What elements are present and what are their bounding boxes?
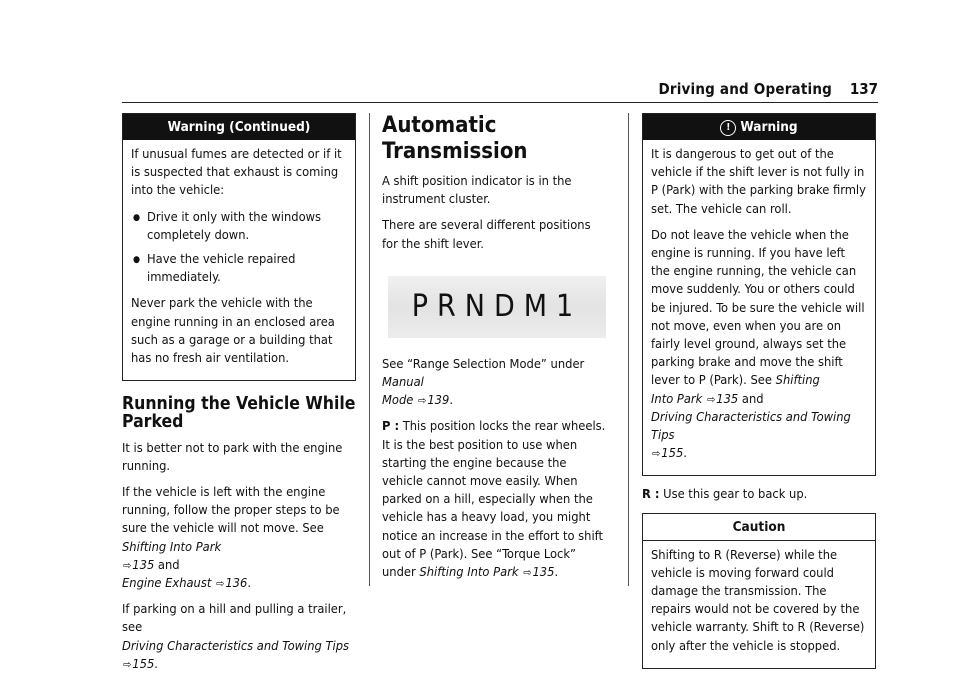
page-reference[interactable]: 155: [661, 446, 684, 462]
bullet-item: ● Drive it only with the windows completely down.: [131, 209, 347, 245]
page-header: [122, 80, 878, 102]
paragraph: R : Use this gear to back up.: [642, 487, 808, 503]
page-ref-arrow-icon: ⇨: [652, 447, 661, 461]
warning-text: Do not leave the vehicle when the engine is running. If you have left the engine running, the vehicle can move suddenly. You or others could be injured. To be sure the vehicle will not move, even when you are on fairly level ground, always set the parking brake and move the shift lever to P (Park). See Shifting Into Park ⇨135 and Driving Characteristics and Towing Tips ⇨155.: [651, 227, 865, 462]
column-divider: [369, 113, 370, 586]
cross-reference-link[interactable]: Shifting Into Park: [122, 539, 222, 555]
warning-title: ! Warning: [643, 114, 875, 140]
column-right: [642, 113, 876, 679]
page-reference[interactable]: 135: [132, 557, 155, 573]
cross-reference-link[interactable]: Shifting: [775, 373, 820, 389]
page-reference[interactable]: 139: [427, 393, 450, 409]
column-middle: [382, 113, 608, 590]
warning-box: [642, 113, 876, 476]
page-ref-arrow-icon: ⇨: [523, 566, 532, 580]
shift-indicator-image: PRNDM1: [388, 276, 606, 338]
cross-reference-link[interactable]: Shifting Into Park: [419, 565, 519, 581]
warning-text: If unusual fumes are detected or if it is suspected that exhaust is coming into the vehicle:: [131, 147, 342, 199]
caution-text: Shifting to R (Reverse) while the vehicle is moving forward could damage the transmission. The repairs would not be covered by the vehicle warranty. Shift to R (Reverse) only after the vehicle is stopped.: [651, 547, 865, 654]
page-ref-arrow-icon: ⇨: [418, 394, 427, 408]
cross-reference-link[interactable]: Driving Characteristics and Towing Tips: [122, 638, 350, 654]
warning-text: It is dangerous to get out of the vehicle if the shift lever is not fully in P (Park) with the parking brake firmly set. The vehicle can roll.: [651, 147, 866, 217]
column-divider: [628, 113, 629, 586]
paragraph: P : This position locks the rear wheels. It is the best position to use when starting the engine because the vehicle cannot move easily. When parked on a hill, especially when the vehicle has a heavy load, you might notice an increase in the effort to shift out of P (Park). See “Torque Lock” under Shifting Into Park ⇨135.: [382, 419, 606, 581]
bullet-item: ● Have the vehicle repaired immediately.: [131, 251, 347, 287]
caution-box: [642, 513, 876, 669]
caution-title: Caution: [643, 514, 875, 541]
cross-reference-link[interactable]: Manual: [382, 375, 424, 391]
page-reference[interactable]: 136: [225, 576, 248, 592]
page-reference[interactable]: 135: [532, 565, 555, 581]
header-rule: [122, 102, 878, 103]
page-reference[interactable]: 155: [132, 656, 155, 672]
paragraph: It is better not to park with the engine running.: [122, 440, 343, 474]
gear-label: R :: [642, 487, 660, 503]
paragraph: If parking on a hill and pulling a trailer, see Driving Characteristics and Towing Tips ⇨155.: [122, 602, 350, 672]
paragraph: See “Range Selection Mode” under Manual Mode ⇨139.: [382, 356, 585, 409]
page-reference[interactable]: 135: [716, 391, 739, 407]
page-ref-arrow-icon: ⇨: [706, 392, 716, 406]
section-title: Driving and Operating: [658, 80, 832, 98]
warning-continued-box: [122, 113, 356, 381]
paragraph: There are several different positions for the shift lever.: [382, 218, 591, 252]
page-number: 137: [849, 80, 878, 98]
paragraph: A shift position indicator is in the instrument cluster.: [382, 174, 572, 208]
paragraph: If the vehicle is left with the engine running, follow the proper steps to be sure the vehicle will not move. See Shifting Into Park ⇨135 and Engine Exhaust ⇨136.: [122, 485, 340, 592]
warning-continued-title: Warning (Continued): [123, 114, 355, 140]
cross-reference-link[interactable]: Engine Exhaust: [122, 576, 212, 592]
cross-reference-link[interactable]: Driving Characteristics and Towing Tips: [651, 409, 851, 444]
warning-text: Never park the vehicle with the engine running in an enclosed area such as a garage or a building that has no fresh air ventilation.: [131, 296, 335, 367]
column-left: [122, 113, 356, 682]
gear-label: P :: [382, 419, 400, 435]
page-ref-arrow-icon: ⇨: [216, 577, 225, 591]
section-heading: Automatic Transmission: [382, 113, 528, 164]
warning-icon: !: [720, 120, 736, 136]
warning-bullets: [131, 209, 347, 288]
page-ref-arrow-icon: ⇨: [123, 558, 132, 572]
page-ref-arrow-icon: ⇨: [123, 657, 132, 671]
section-heading: Running the Vehicle While Parked: [122, 394, 356, 433]
